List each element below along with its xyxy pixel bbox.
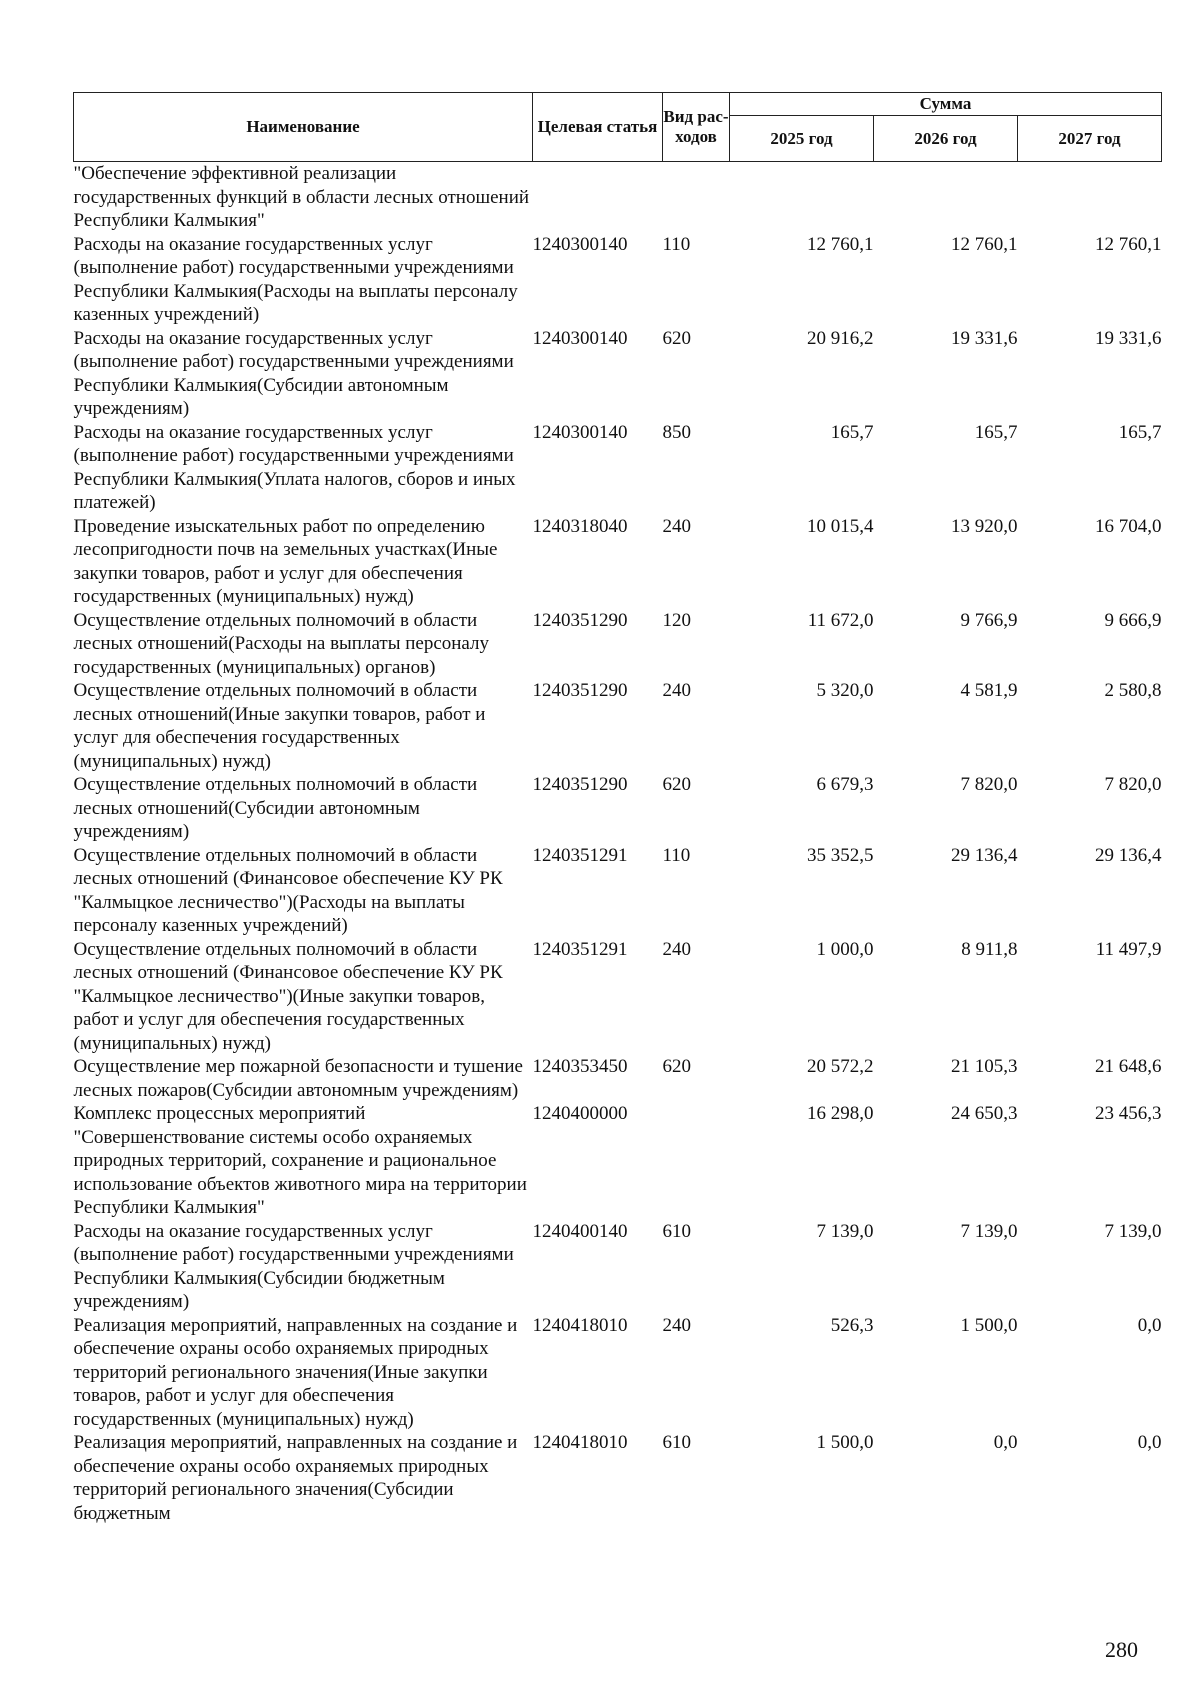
row-kind: 620 <box>662 327 691 349</box>
row-sum-2025: 165,7 <box>830 421 874 443</box>
budget-table <box>73 92 1162 1525</box>
table-row <box>74 1431 1162 1525</box>
row-sum-2026 <box>874 162 1018 233</box>
row-sum-2025: 1 000,0 <box>816 938 874 960</box>
row-name: Осуществление отдельных полномочий в области лесных отношений(Иные закупки товаров, работ и услуг для обеспечения государственных (муниципальных) нужд) <box>73 680 486 772</box>
row-sum-2027: 29 136,4 <box>1095 844 1162 866</box>
row-sum-2025: 20 572,2 <box>807 1056 874 1077</box>
row-sum-2025: 35 352,5 <box>807 844 874 866</box>
row-sum-2025: 12 760,1 <box>807 233 874 255</box>
header-year-2025: 2025 год <box>730 116 874 162</box>
row-article: 1240351290 <box>532 774 628 795</box>
table-row <box>74 1102 1162 1220</box>
row-sum-2026: 165,7 <box>974 421 1018 443</box>
row-article: 1240418010 <box>532 1314 628 1336</box>
row-sum-2027: 21 648,6 <box>1095 1056 1162 1077</box>
row-sum-2026: 21 105,3 <box>951 1056 1018 1077</box>
row-article: 1240400000 <box>532 1103 628 1124</box>
table-row <box>74 1220 1162 1314</box>
table-row <box>74 938 1162 1056</box>
row-sum-2025: 16 298,0 <box>807 1103 874 1124</box>
table-row <box>74 1055 1162 1102</box>
table-row <box>74 773 1162 844</box>
row-sum-2027: 0,0 <box>1137 1432 1162 1453</box>
row-sum-2027: 11 497,9 <box>1095 938 1162 960</box>
row-name: Расходы на оказание государственных услуг (выполнение работ) государственными учреждениями Республики Калмыкия(Расходы на выплаты персоналу казенных учреждений) <box>73 233 518 325</box>
row-kind: 110 <box>662 844 691 866</box>
row-sum-2027 <box>1018 162 1162 233</box>
row-sum-2027: 7 820,0 <box>1104 774 1162 795</box>
row-sum-2025: 5 320,0 <box>816 680 874 701</box>
row-sum-2026: 12 760,1 <box>951 233 1018 255</box>
row-kind: 240 <box>662 680 691 701</box>
header-name: Наименование <box>74 93 533 162</box>
row-kind: 610 <box>662 1432 691 1453</box>
row-sum-2026: 9 766,9 <box>960 609 1018 631</box>
row-article: 1240300140 <box>532 327 628 349</box>
row-sum-2026: 4 581,9 <box>960 680 1018 701</box>
header-kind: Вид рас-ходов <box>663 93 730 162</box>
row-article: 1240300140 <box>532 233 628 255</box>
row-article <box>533 162 663 233</box>
row-sum-2027: 0,0 <box>1137 1314 1162 1336</box>
row-kind <box>663 162 730 233</box>
row-article: 1240353450 <box>532 1056 628 1077</box>
page-number: 280 <box>1105 1637 1138 1662</box>
row-name: Реализация мероприятий, направленных на создание и обеспечение охраны особо охраняемых природных территорий регионального значения(Субсидии бюджетным <box>73 1432 518 1524</box>
table-row <box>74 162 1162 233</box>
row-sum-2027: 12 760,1 <box>1095 233 1162 255</box>
table-row <box>74 233 1162 327</box>
row-sum-2027: 23 456,3 <box>1095 1103 1162 1124</box>
row-sum-2027: 9 666,9 <box>1104 609 1162 631</box>
row-article: 1240351290 <box>532 680 628 701</box>
table-row <box>74 515 1162 609</box>
row-kind: 620 <box>662 774 691 795</box>
row-sum-2026: 7 139,0 <box>960 1220 1018 1242</box>
row-sum-2027: 2 580,8 <box>1104 680 1162 701</box>
row-sum-2026: 0,0 <box>993 1432 1018 1453</box>
row-sum-2025: 6 679,3 <box>816 774 874 795</box>
header-sum: Сумма <box>730 93 1162 116</box>
row-sum-2027: 19 331,6 <box>1095 327 1162 349</box>
row-sum-2025: 7 139,0 <box>816 1220 874 1242</box>
row-kind: 120 <box>662 609 691 631</box>
row-sum-2025: 1 500,0 <box>816 1432 874 1453</box>
row-sum-2026: 8 911,8 <box>961 938 1018 960</box>
row-name: Осуществление отдельных полномочий в области лесных отношений(Расходы на выплаты персоналу государственных (муниципальных) органов) <box>73 609 489 678</box>
table-row <box>74 844 1162 938</box>
row-name: Проведение изыскательных работ по определению лесопригодности почв на земельных участках(Иные закупки товаров, работ и услуг для обеспечения государственных (муниципальных) нужд) <box>73 515 498 607</box>
row-kind: 850 <box>662 421 691 443</box>
row-name: Расходы на оказание государственных услуг (выполнение работ) государственными учреждениями Республики Калмыкия(Уплата налогов, сборов и иных платежей) <box>73 421 516 513</box>
row-name: Осуществление отдельных полномочий в области лесных отношений (Финансовое обеспечение КУ РК "Калмыцкое лесничество")(Иные закупки товаров, работ и услуг для обеспечения государственных (муниципальных) нужд) <box>73 938 503 1054</box>
row-sum-2025: 20 916,2 <box>807 327 874 349</box>
row-sum-2026: 7 820,0 <box>960 774 1018 795</box>
row-kind: 620 <box>662 1056 691 1077</box>
row-kind <box>663 1102 730 1220</box>
row-sum-2025: 11 672,0 <box>807 609 874 631</box>
row-article: 1240418010 <box>532 1432 628 1453</box>
header-article: Целевая статья <box>533 93 663 162</box>
row-kind: 240 <box>662 1314 691 1336</box>
row-name: Осуществление отдельных полномочий в области лесных отношений(Субсидии автономным учреждениям) <box>73 774 478 842</box>
table-row <box>74 1314 1162 1432</box>
header-year-2027: 2027 год <box>1018 116 1162 162</box>
row-sum-2026: 19 331,6 <box>951 327 1018 349</box>
table-body <box>74 162 1162 1526</box>
row-sum-2026: 24 650,3 <box>951 1103 1018 1124</box>
row-name: Расходы на оказание государственных услуг (выполнение работ) государственными учреждениями Республики Калмыкия(Субсидии автономным учреждениям) <box>73 327 514 419</box>
table-row <box>74 609 1162 680</box>
row-sum-2026: 29 136,4 <box>951 844 1018 866</box>
table-row <box>74 327 1162 421</box>
header-year-2026: 2026 год <box>874 116 1018 162</box>
row-kind: 240 <box>662 515 691 537</box>
table-header <box>74 93 1162 162</box>
row-sum-2025: 10 015,4 <box>807 515 874 537</box>
row-sum-2025: 526,3 <box>830 1314 874 1336</box>
row-sum-2026: 1 500,0 <box>960 1314 1018 1336</box>
row-sum-2027: 165,7 <box>1118 421 1162 443</box>
row-name: Реализация мероприятий, направленных на создание и обеспечение охраны особо охраняемых природных территорий регионального значения(Иные закупки товаров, работ и услуг для обеспечения государственных (муниципальных) нужд) <box>73 1314 518 1430</box>
row-article: 1240300140 <box>532 421 628 443</box>
row-name: Осуществление мер пожарной безопасности и тушение лесных пожаров(Субсидии автономным учреждениям) <box>73 1056 523 1101</box>
row-article: 1240351290 <box>532 609 628 631</box>
row-name: Осуществление отдельных полномочий в области лесных отношений (Финансовое обеспечение КУ РК "Калмыцкое лесничество")(Расходы на выплаты персоналу казенных учреждений) <box>73 844 503 936</box>
row-article: 1240351291 <box>532 938 628 960</box>
row-kind: 110 <box>662 233 691 255</box>
table-row <box>74 679 1162 773</box>
table-row <box>74 421 1162 515</box>
row-article: 1240400140 <box>532 1220 628 1242</box>
row-sum-2027: 16 704,0 <box>1095 515 1162 537</box>
row-article: 1240318040 <box>532 515 628 537</box>
row-article: 1240351291 <box>532 844 628 866</box>
row-name: Расходы на оказание государственных услуг (выполнение работ) государственными учреждениями Республики Калмыкия(Субсидии бюджетным учреждениям) <box>73 1220 514 1312</box>
row-sum-2026: 13 920,0 <box>951 515 1018 537</box>
row-name: "Обеспечение эффективной реализации государственных функций в области лесных отношений Республики Калмыкия" <box>73 163 530 231</box>
row-sum-2027: 7 139,0 <box>1104 1220 1162 1242</box>
row-kind: 240 <box>662 938 691 960</box>
row-sum-2025 <box>730 162 874 233</box>
row-name: Комплекс процессных мероприятий "Совершенствование системы особо охраняемых природных территорий, сохранение и рациональное использование объектов животного мира на территории Республики Калмыкия" <box>73 1103 527 1218</box>
row-kind: 610 <box>662 1220 691 1242</box>
